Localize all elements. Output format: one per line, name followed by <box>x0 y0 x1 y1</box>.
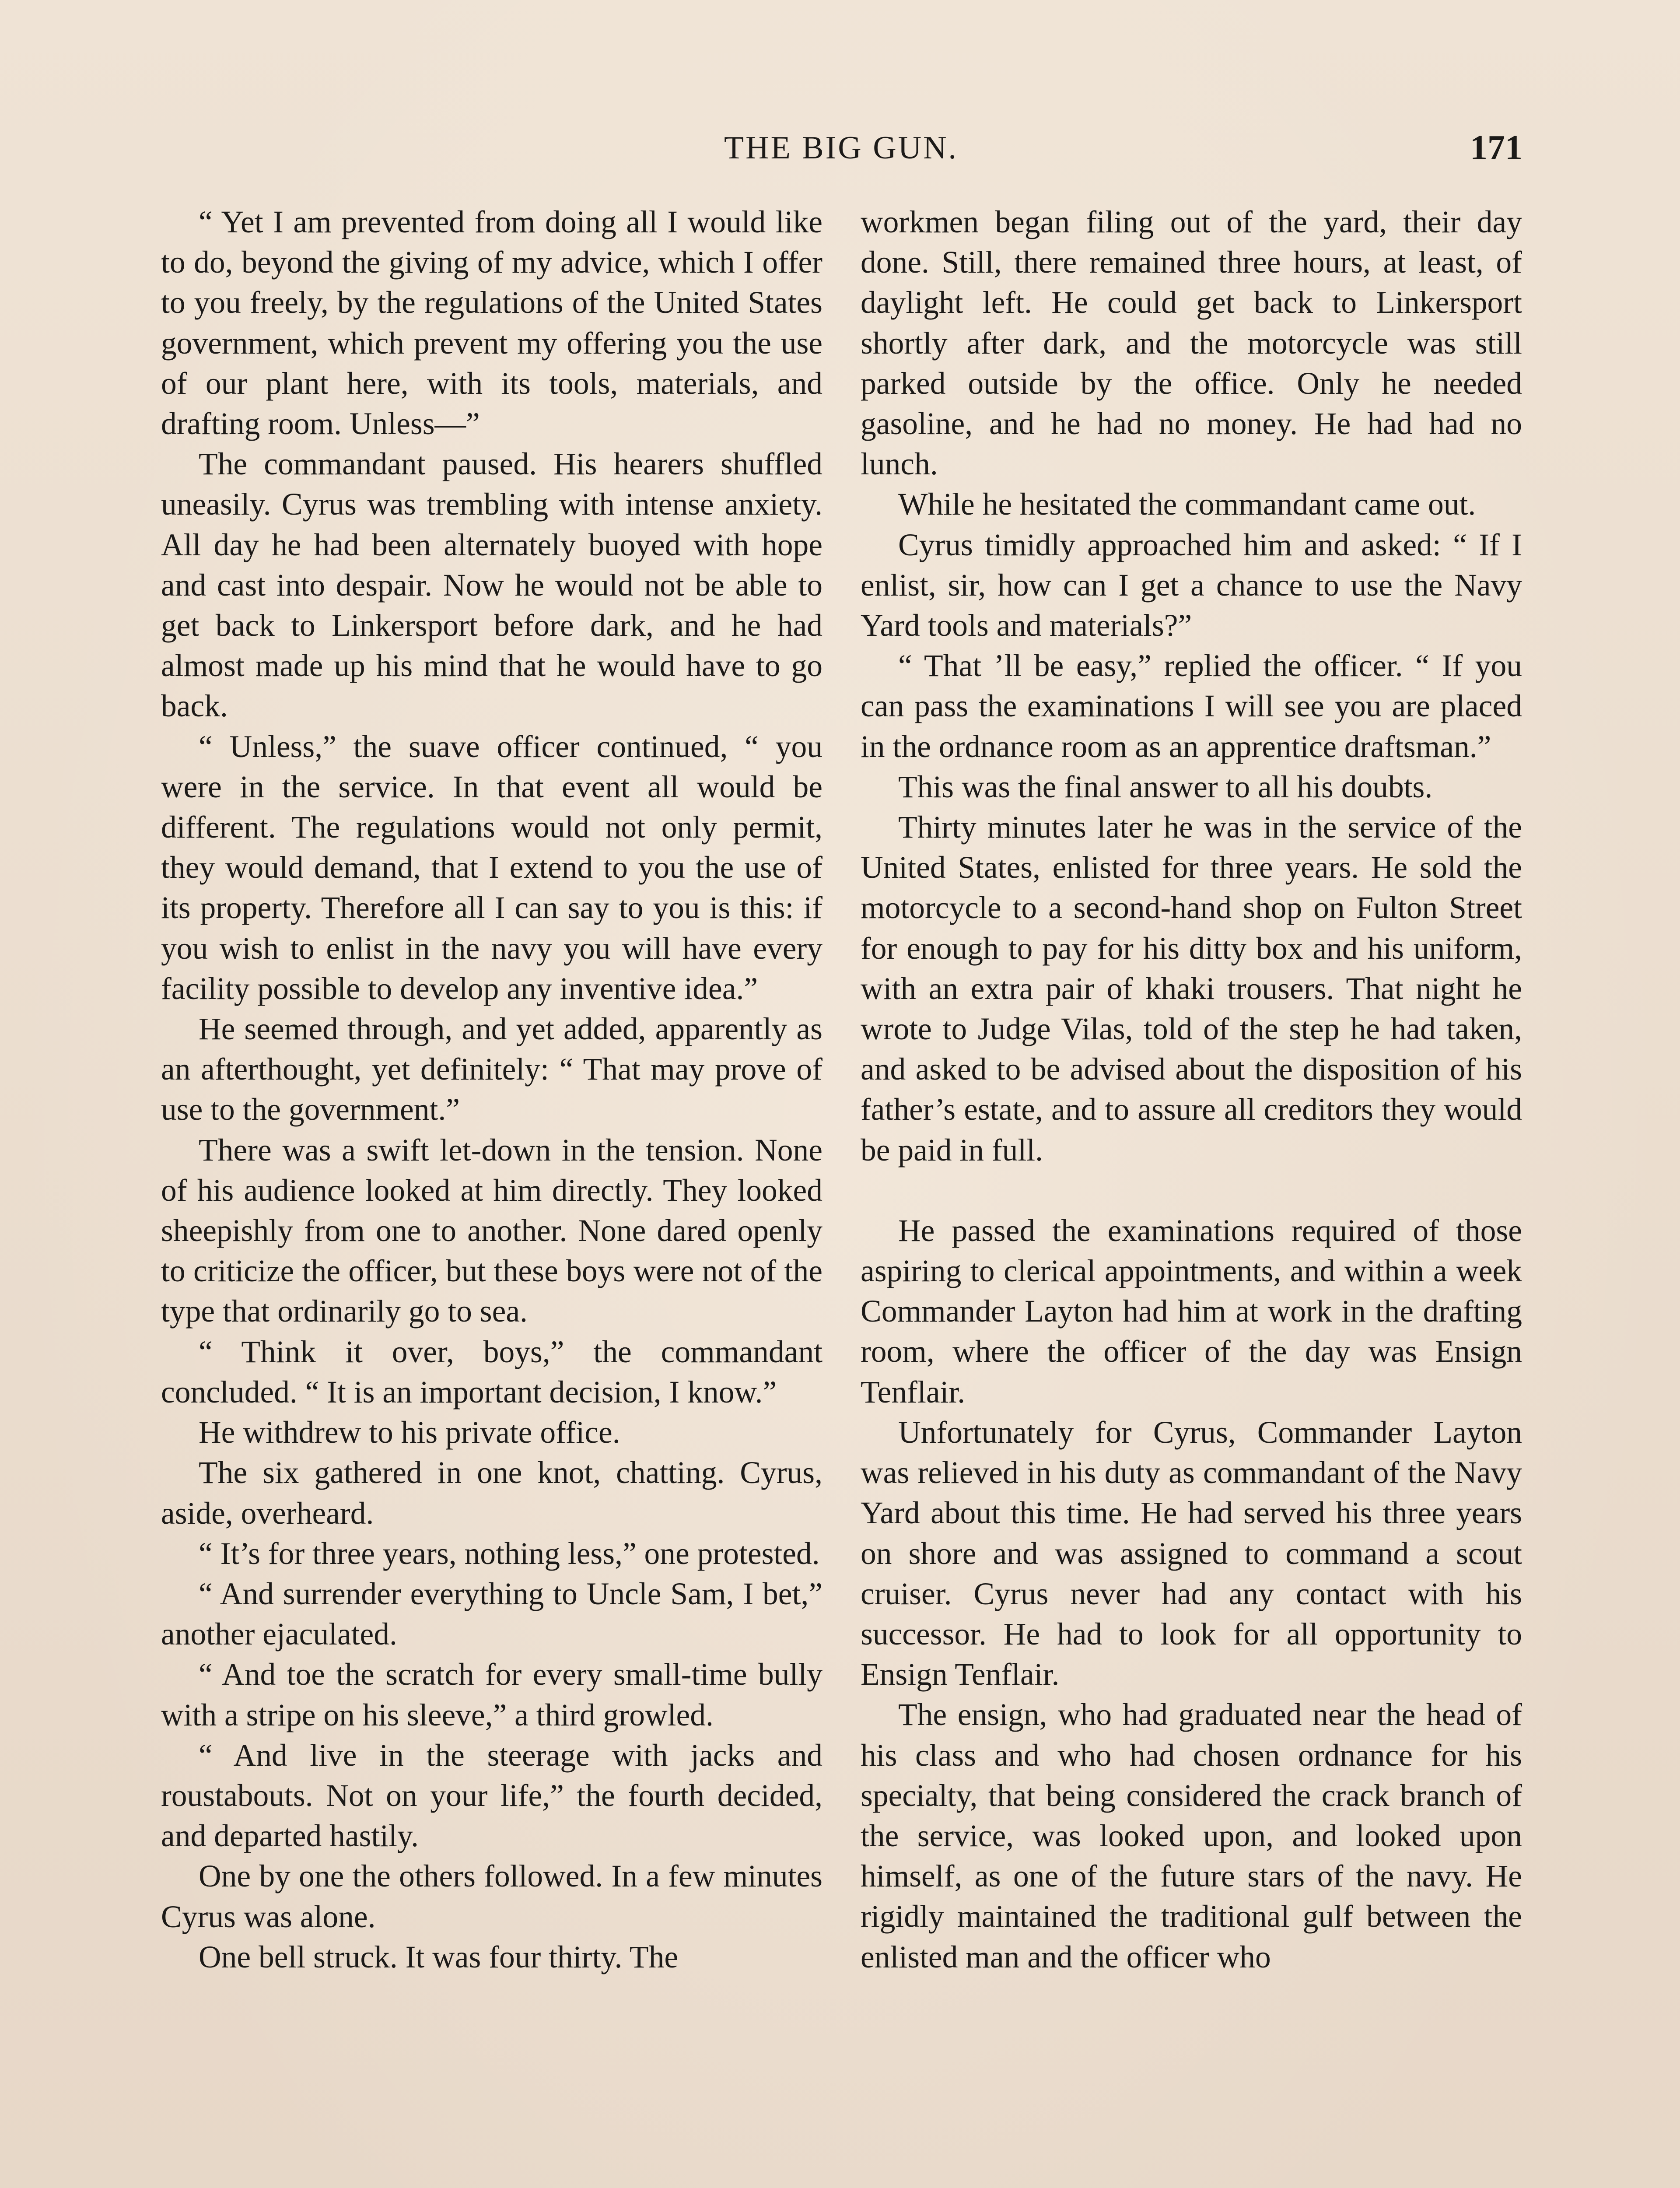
paragraph: The ensign, who had graduated near the head of his class and who had chosen ordnance for his specialty, that being considered the crack branch of the service, was looked upon, and looked upon himself, as one of the future stars of the navy. He rigidly maintained the traditional gulf between the enlisted man and the officer who <box>861 1697 1522 1974</box>
paragraph: Cyrus timidly approached him and asked: “ If I enlist, sir, how can I get a chance to use the Navy Yard tools and materials?” <box>861 527 1522 643</box>
paragraph: “ Yet I am prevented from doing all I would like to do, beyond the giving of my advice, which I offer to you freely, by the regulations of the United States government, which prevent my offering you the use of our plant here, with its tools, materials, and drafting room. Unless—” <box>161 205 822 442</box>
paragraph: There was a swift let-down in the tension. None of his audience looked at him directly. They looked sheepishly from one to another. None dared openly to criticize the officer, but these boys were not of the type that ordinarily go to sea. <box>161 1133 822 1329</box>
chapter-title: THE BIG GUN. <box>724 130 959 166</box>
running-head <box>160 126 1522 170</box>
right-column <box>861 202 1522 1978</box>
paragraph: He withdrew to his private office. <box>199 1415 620 1450</box>
paragraph: “ And live in the steerage with jacks and roustabouts. Not on your life,” the fourth decided, and departed hastily. <box>161 1738 822 1854</box>
page-number: 171 <box>1470 129 1522 167</box>
paragraph: “ And surrender everything to Uncle Sam, I bet,” another ejaculated. <box>161 1576 822 1652</box>
paragraph: He passed the examinations required of those aspiring to clerical appointments, and within a week Commander Layton had him at work in the drafting room, where the officer of the day was Ensign Tenflair. <box>861 1213 1522 1410</box>
paragraph: The six gathered in one knot, chatting. Cyrus, aside, overheard. <box>161 1455 822 1531</box>
paragraph: “ Unless,” the suave officer continued, “ you were in the service. In that event all would be different. The regulations would not only permit, they would demand, that I extend to you the use of its property. Therefore all I can say to you is this: if you wish to enlist in the navy you will have every facility possible to develop any inventive idea.” <box>161 729 822 1006</box>
paragraph: This was the final answer to all his doubts. <box>898 769 1433 804</box>
paragraph: One by one the others followed. In a few minutes Cyrus was alone. <box>161 1859 822 1934</box>
paragraph: One bell struck. It was four thirty. The <box>199 1939 679 1974</box>
paragraph: “ Think it over, boys,” the commandant concluded. “ It is an important decision, I know.” <box>161 1334 822 1410</box>
paragraph: He seemed through, and yet added, apparently as an afterthought, yet definitely: “ That may prove of use to the government.” <box>161 1012 822 1127</box>
paragraph: “ And toe the scratch for every small-time bully with a stripe on his sleeve,” a third growled. <box>161 1657 822 1732</box>
paragraph: “ That ’ll be easy,” replied the officer. “ If you can pass the examinations I will see you are placed in the ordnance room as an apprentice draftsman.” <box>861 649 1522 764</box>
paragraph: Thirty minutes later he was in the service of the United States, enlisted for three years. He sold the motorcycle to a second-hand shop on Fulton Street for enough to pay for his ditty box and his uniform, with an extra pair of khaki trousers. That night he wrote to Judge Vilas, told of the step he had taken, and asked to be advised about the disposition of his father’s estate, and to assure all creditors they would be paid in full. <box>861 810 1522 1168</box>
paragraph: Unfortunately for Cyrus, Commander Layton was relieved in his duty as commandant of the Navy Yard about this time. He had served his three years on shore and was assigned to command a scout cruiser. Cyrus never had any contact with his successor. He had to look for all opportunity to Ensign Tenflair. <box>861 1415 1522 1692</box>
paragraph: While he hesitated the commandant came out. <box>898 487 1476 522</box>
left-column <box>161 202 822 1978</box>
paragraph: workmen began filing out of the yard, their day done. Still, there remained three hours, at least, of daylight left. He could get back to Linkersport shortly after dark, and the motorcycle was still parked outside by the office. Only he needed gasoline, and he had no money. He had had no lunch. <box>861 205 1522 482</box>
paragraph: The commandant paused. His hearers shuffled uneasily. Cyrus was trembling with intense anxiety. All day he had been alternately buoyed with hope and cast into despair. Now he would not be able to get back to Linkersport before dark, and he had almost made up his mind that he would have to go back. <box>161 447 822 724</box>
paragraph: “ It’s for three years, nothing less,” one protested. <box>199 1536 820 1571</box>
section-break <box>861 1171 1522 1211</box>
